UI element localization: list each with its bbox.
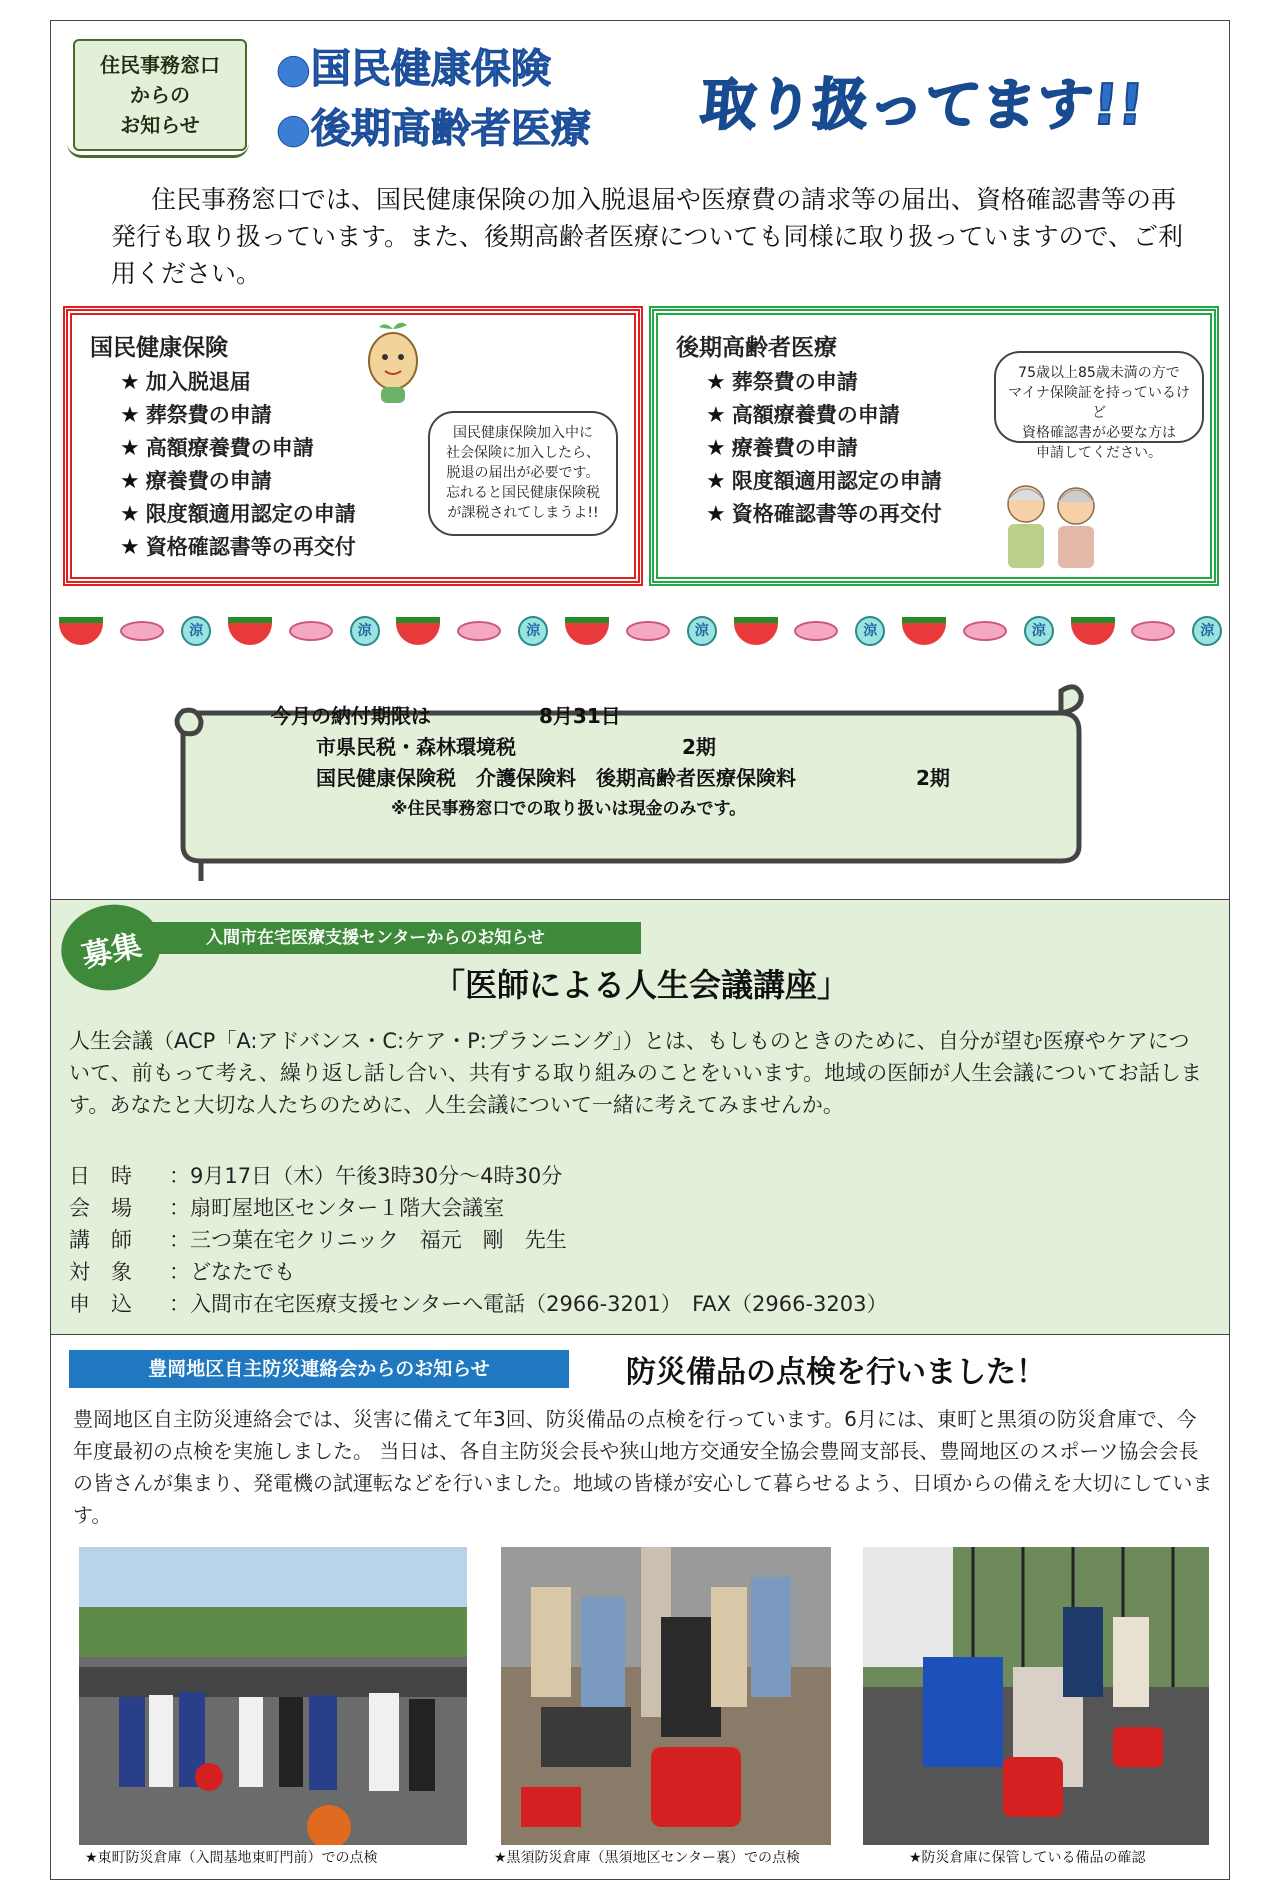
star-icon: ★ bbox=[120, 370, 140, 395]
photo-equipment-check bbox=[863, 1547, 1209, 1845]
watermelon-icon bbox=[902, 617, 946, 645]
bubble-line: 脱退の届出が必要です。 bbox=[446, 465, 600, 481]
bubble-line: 申請してください。 bbox=[1036, 445, 1162, 461]
info-row bbox=[69, 1224, 888, 1256]
headline-right: 取り扱ってます!! bbox=[697, 73, 1147, 138]
bubble-line: が課税されてしまうよ!! bbox=[447, 505, 599, 521]
watermelon-icon bbox=[59, 617, 103, 645]
payment-deadline-scroll bbox=[161, 681, 1091, 886]
info-row bbox=[69, 1160, 888, 1192]
mosquito-coil-pig-icon bbox=[794, 621, 838, 641]
kouki-box bbox=[649, 306, 1219, 586]
info-value: ：三つ葉在宅クリニック 福元 剛 先生 bbox=[169, 1228, 567, 1252]
info-row bbox=[69, 1288, 888, 1320]
star-icon: ★ bbox=[120, 535, 140, 560]
info-label: 申 込 bbox=[69, 1292, 132, 1316]
bubble-line: 社会保険に加入したら、 bbox=[446, 445, 600, 461]
info-row bbox=[69, 1256, 888, 1288]
watermelon-icon bbox=[565, 617, 609, 645]
headline bbox=[276, 39, 591, 159]
uchiwa-fan-icon: 涼 bbox=[687, 616, 717, 646]
list-item-label: 資格確認書等の再交付 bbox=[145, 535, 356, 559]
star-icon: ★ bbox=[706, 403, 726, 428]
mascot-illustration bbox=[353, 321, 433, 411]
kokuho-speech-bubble bbox=[428, 411, 618, 536]
photo-caption-equipment: ★防災倉庫に保管している備品の確認 bbox=[909, 1850, 1146, 1866]
acp-description: 人生会議（ACP「A:アドバンス・C:ケア・P:プランニング」）とは、もしものときのために、自分が望む医療やケアについて、前もって考え、繰り返し話し合い、共有する取り組みのことをいいます。地域の医師が人生会議についてお話します。あなたと大切な人たちのために、人生会議について一緒に考えてみませんか。 bbox=[69, 1029, 1202, 1117]
list-item-label: 資格確認書等の再交付 bbox=[731, 502, 942, 526]
mosquito-coil-pig-icon bbox=[963, 621, 1007, 641]
payment-insurance-label: 国民健康保険税 介護保険料 後期高齢者医療保険料 bbox=[316, 766, 796, 790]
summer-decoration-row bbox=[51, 611, 1231, 651]
list-item-label: 高額療養費の申請 bbox=[145, 436, 314, 460]
headline-line-kokuho: ●国民健康保険 bbox=[276, 46, 551, 92]
corner-label bbox=[73, 39, 247, 151]
watermelon-icon bbox=[228, 617, 272, 645]
disaster-title: 防災備品の点検を行いました！ bbox=[626, 1355, 1046, 1390]
corner-label-book bbox=[63, 33, 253, 158]
bubble-line: 国民健康保険加入中に bbox=[453, 425, 593, 441]
disaster-banner: 豊岡地区自主防災連絡会からのお知らせ bbox=[69, 1350, 569, 1388]
mosquito-coil-pig-icon bbox=[457, 621, 501, 641]
info-label: 日 時 bbox=[69, 1164, 132, 1188]
kouki-speech-bubble bbox=[994, 351, 1204, 461]
section-disaster-prevention bbox=[50, 1335, 1230, 1880]
acp-title: 「医師による人生会議講座」 bbox=[432, 966, 849, 1004]
list-item-label: 加入脱退届 bbox=[145, 370, 251, 394]
info-label: 会 場 bbox=[69, 1196, 132, 1220]
uchiwa-fan-icon: 涼 bbox=[1192, 616, 1222, 646]
watermelon-icon bbox=[734, 617, 778, 645]
list-item bbox=[706, 498, 1198, 531]
list-item-label: 高額療養費の申請 bbox=[731, 403, 900, 427]
payment-deadline-date: 8月31日 bbox=[539, 704, 621, 728]
payment-tax-period: 2期 bbox=[682, 735, 716, 759]
info-label: 講 師 bbox=[69, 1228, 132, 1252]
corner-label-line: 住民事務窓口 bbox=[100, 53, 220, 77]
uchiwa-fan-icon: 涼 bbox=[350, 616, 380, 646]
mosquito-coil-pig-icon bbox=[1131, 621, 1175, 641]
uchiwa-fan-icon: 涼 bbox=[181, 616, 211, 646]
info-value: ：9月17日（木）午後3時30分～4時30分 bbox=[169, 1164, 563, 1188]
acp-banner: 入間市在宅医療支援センターからのお知らせ bbox=[136, 922, 641, 954]
kouki-title: 後期高齢者医療 bbox=[676, 335, 837, 361]
corner-label-line: お知らせ bbox=[120, 113, 200, 137]
payment-text bbox=[271, 701, 1071, 825]
list-item-label: 療養費の申請 bbox=[731, 436, 858, 460]
watermelon-icon bbox=[396, 617, 440, 645]
mosquito-coil-pig-icon bbox=[289, 621, 333, 641]
uchiwa-fan-icon: 涼 bbox=[518, 616, 548, 646]
star-icon: ★ bbox=[706, 469, 726, 494]
star-icon: ★ bbox=[120, 502, 140, 527]
list-item-label: 葬祭費の申請 bbox=[145, 403, 272, 427]
intro-paragraph: 住民事務窓口では、国民健康保険の加入脱退届や医療費の請求等の届出、資格確認書等の再発行も取り扱っています。また、後期高齢者医療についても同様に取り扱っていますので、ご利用ください。 bbox=[111, 185, 1184, 288]
mosquito-coil-pig-icon bbox=[120, 621, 164, 641]
info-label: 対 象 bbox=[69, 1260, 132, 1284]
recruitment-badge: 募集 bbox=[53, 896, 168, 1000]
photo-kurosu-image bbox=[501, 1547, 831, 1845]
uchiwa-fan-icon: 涼 bbox=[855, 616, 885, 646]
acp-info-table bbox=[69, 1160, 888, 1320]
photo-caption-kurosu: ★黒須防災倉庫（黒須地区センター裏）での点検 bbox=[494, 1850, 800, 1866]
kokuho-title: 国民健康保険 bbox=[90, 335, 228, 361]
uchiwa-fan-icon: 涼 bbox=[1024, 616, 1054, 646]
info-row bbox=[69, 1192, 888, 1224]
payment-line-2 bbox=[271, 732, 1071, 763]
payment-line-1 bbox=[271, 701, 1071, 732]
disaster-description: 豊岡地区自主防災連絡会では、災害に備えて年3回、防災備品の点検を行っています。6月には、東町と黒須の防災倉庫で、今年度最初の点検を実施しました。 当日は、各自主防災会長や狭山地方交通安全協会豊岡支部長、豊岡地区のスポーツ協会会長の皆さんが集まり、発電機の試運転などを行いました。地域の皆様が安心して暮らせるよう、日頃からの備えを大切にしています。 bbox=[73, 1407, 1213, 1527]
mosquito-coil-pig-icon bbox=[626, 621, 670, 641]
star-icon: ★ bbox=[706, 370, 726, 395]
headline-line-kouki: ●後期高齢者医療 bbox=[276, 106, 591, 152]
bubble-line: マイナ保険証を持っているけど bbox=[1008, 385, 1190, 421]
payment-deadline-label: 今月の納付期限は bbox=[271, 704, 431, 728]
photo-equipment-check-image bbox=[863, 1547, 1209, 1845]
star-icon: ★ bbox=[120, 469, 140, 494]
bubble-line: 忘れると国民健康保険税 bbox=[446, 485, 600, 501]
list-item bbox=[706, 465, 1198, 498]
section-residents-office bbox=[50, 20, 1230, 900]
star-icon: ★ bbox=[706, 436, 726, 461]
list-item-label: 限度額適用認定の申請 bbox=[731, 469, 942, 493]
kokuho-box bbox=[63, 306, 643, 586]
photo-higashimachi-image bbox=[79, 1547, 467, 1845]
list-item-label: 療養費の申請 bbox=[145, 469, 272, 493]
star-icon: ★ bbox=[120, 436, 140, 461]
section-acp-seminar bbox=[50, 900, 1230, 1335]
payment-line-3 bbox=[271, 763, 1071, 794]
photo-higashimachi bbox=[79, 1547, 467, 1845]
star-icon: ★ bbox=[706, 502, 726, 527]
photo-kurosu bbox=[501, 1547, 831, 1845]
info-value: ：入間市在宅医療支援センターへ電話（2966-3201） FAX（2966-3203） bbox=[169, 1292, 888, 1316]
watermelon-icon bbox=[1071, 617, 1115, 645]
bubble-line: 75歳以上85歳未満の方で bbox=[1018, 365, 1180, 381]
info-value: ：どなたでも bbox=[169, 1260, 295, 1284]
elderly-couple-illustration bbox=[994, 476, 1109, 571]
list-item-label: 葬祭費の申請 bbox=[731, 370, 858, 394]
payment-tax-label: 市県民税・森林環境税 bbox=[316, 735, 516, 759]
payment-note: ※住民事務窓口での取り扱いは現金のみです。 bbox=[391, 799, 747, 819]
bubble-line: 資格確認書が必要な方は bbox=[1022, 425, 1176, 441]
info-value: ：扇町屋地区センター１階大会議室 bbox=[169, 1196, 505, 1220]
star-icon: ★ bbox=[120, 403, 140, 428]
photo-caption-higashimachi: ★東町防災倉庫（入間基地東町門前）での点検 bbox=[85, 1850, 378, 1866]
book-spine bbox=[67, 143, 249, 158]
corner-label-line: からの bbox=[130, 83, 190, 107]
payment-insurance-period: 2期 bbox=[916, 766, 950, 790]
list-item-label: 限度額適用認定の申請 bbox=[145, 502, 356, 526]
